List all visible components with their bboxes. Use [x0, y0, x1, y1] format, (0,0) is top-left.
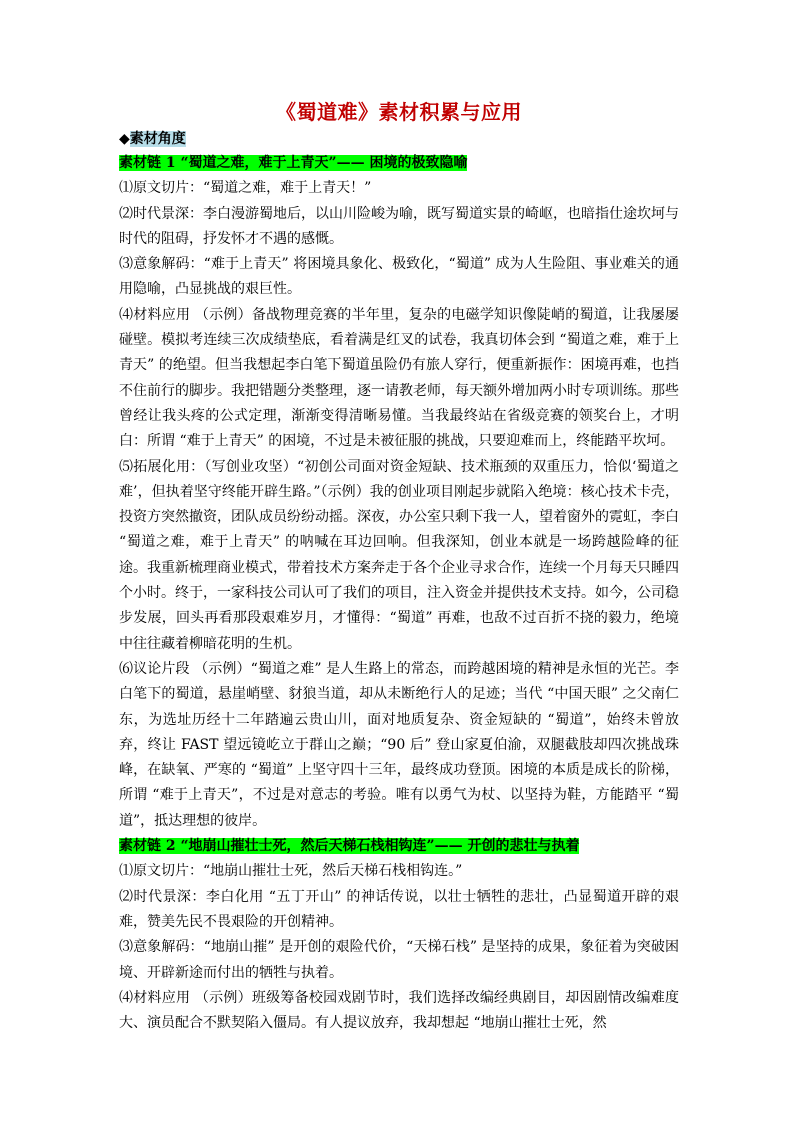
diamond-icon: ◆ — [119, 131, 130, 147]
chain-1-heading: 素材链 1 “蜀道之难，难于上青天”—— 困境的极致隐喻 — [119, 155, 468, 171]
chain-2-application: ⑷材料应用 （示例）班级筹备校园戏剧节时，我们选择改编经典剧目，却因剧情改编难度大、演员配合不默契陷入僵局。有人提议放弃，我却想起 “地崩山摧壮士死，然 — [119, 989, 679, 1032]
chain-2-heading: 素材链 2 “地崩山摧壮士死，然后天梯石栈相钩连”—— 开创的悲壮与执着 — [119, 838, 580, 855]
chain-1-argument: ⑹议论片段 （示例）“蜀道之难” 是人生路上的常态，而跨越困境的精神是永恒的光芒。李白笔下的蜀道，悬崖峭壁、豺狼当道，却从未断绝行人的足迹；当代 “中国天眼” 之父南仁东，为选址历经十二年踏遍云贵山川，面对地质复杂、资金短缺的 “蜀道”，始终未曾放弃，终让 FAST 望远镜屹立于群山之巅；“90 后” 登山家夏伯渝，双腿截肢却四次挑战珠峰，在缺氧、严寒的 “蜀道” 上坚守四十三年，最终成功登顶。困境的本质是成长的阶梯，所谓 “难于上青天”，不过是对意志的考验。唯有以勇气为杖、以坚持为鞋，方能踏平 “蜀道”，抵达理想的彼岸。 — [119, 660, 679, 829]
chain-1-application: ⑷材料应用 （示例）备战物理竞赛的半年里，复杂的电磁学知识像陡峭的蜀道，让我屡屡碰壁。模拟考连续三次成绩垫底，看着满是红叉的试卷，我真切体会到 “蜀道之难，难于上青天” 的绝望。但当我想起李白笔下蜀道虽险仍有旅人穿行，便重新振作：困境再难，也挡不住前行的脚步。我把错题分类整理，逐一请教老师，每天额外增加两小时专项训练。那些曾经让我头疼的公式定理，渐渐变得清晰易懂。当我最终站在省级竞赛的领奖台上，才明白：所谓 “难于上青天” 的困境，不过是未被征服的挑战，只要迎难而上，终能踏平坎坷。 — [119, 306, 679, 450]
chain-2-imagery: ⑶意象解码：“地崩山摧” 是开创的艰险代价，“天梯石栈” 是坚持的成果，象征着为突破困境、开辟新途而付出的牺牲与执着。 — [119, 939, 679, 981]
chain-1-extension: ⑸拓展化用：（写创业攻坚）“初创公司面对资金短缺、技术瓶颈的双重压力，恰似‘蜀道之难’，但执着坚守终能开辟生路。”（示例）我的创业项目刚起步就陷入绝境：核心技术卡壳，投资方突然撤资，团队成员纷纷动摇。深夜，办公室只剩下我一人，望着窗外的霓虹，李白 “蜀道之难，难于上青天” 的呐喊在耳边回响。但我深知，创业本就是一场跨越险峰的征途。我重新梳理商业模式，带着技术方案奔走于各个企业寻求合作，连续一个月每天只睡四个小时。终于，一家科技公司认可了我们的项目，注入资金并提供技术支持。如今，公司稳步发展，回头再看那段艰难岁月，才懂得：“蜀道” 再难，也敌不过百折不挠的毅力，绝境中往往藏着柳暗花明的生机。 — [119, 458, 679, 652]
document-title: 《蜀道难》素材积累与应用 — [276, 100, 522, 124]
chain-2-context: ⑵时代景深：李白化用 “五丁开山” 的神话传说，以壮士牺牲的悲壮，凸显蜀道开辟的艰难，赞美先民不畏艰险的开创精神。 — [119, 888, 679, 930]
chain-1-original: ⑴原文切片：“蜀道之难，难于上青天！” — [119, 180, 372, 197]
chain-2-original: ⑴原文切片：“地崩山摧壮士死，然后天梯石栈相钩连。” — [119, 863, 463, 880]
chain-1-context: ⑵时代景深：李白漫游蜀地后，以山川险峻为喻，既写蜀道实景的崎岖，也暗指仕途坎坷与时代的阻碍，抒发怀才不遇的感慨。 — [119, 205, 679, 247]
section-label: 素材角度 — [129, 131, 186, 147]
section-heading — [119, 128, 186, 148]
document-body — [119, 151, 679, 1036]
chain-1-imagery: ⑶意象解码：“难于上青天” 将困境具象化、极致化，“蜀道” 成为人生险阻、事业难关的通用隐喻，凸显挑战的艰巨性。 — [119, 256, 679, 298]
